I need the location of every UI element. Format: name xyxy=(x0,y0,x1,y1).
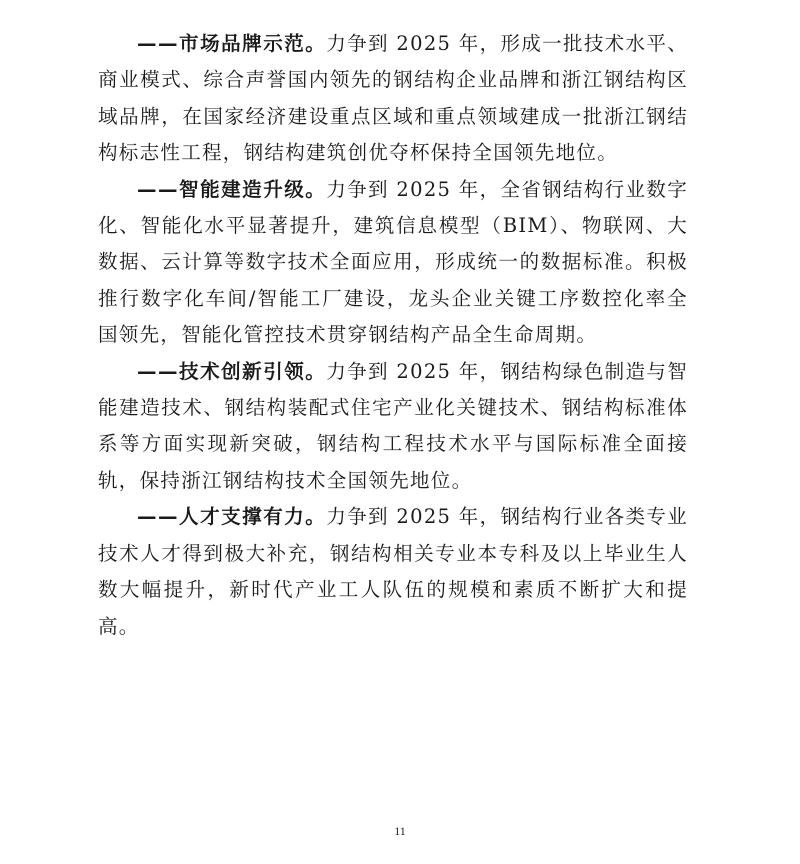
paragraph-tech-innovation xyxy=(98,354,688,500)
document-body xyxy=(98,26,688,645)
paragraph-text: 力争到 2025 年，形成一批技术水平、商业模式、综合声誉国内领先的钢结构企业品牌和浙江钢结构区域品牌，在国家经济建设重点区域和重点领域建成一批浙江钢结构标志性工程，钢结构建筑创优夺杯保持全国领先地位。 xyxy=(98,32,688,165)
paragraph-text: 力争到 2025 年，钢结构行业各类专业技术人才得到极大补充，钢结构相关专业本专科及以上毕业生人数大幅提升，新时代产业工人队伍的规模和素质不断扩大和提高。 xyxy=(98,505,688,638)
paragraph-lead: ——人才支撑有力。 xyxy=(137,505,327,529)
paragraph-text: 力争到 2025 年，全省钢结构行业数字化、智能化水平显著提升，建筑信息模型（BIM）、物联网、大数据、云计算等数字技术全面应用，形成统一的数据标准。积极推行数字化车间/智能工厂建设，龙头企业关键工序数控化率全国领先，智能化管控技术贯穿钢结构产品全生命周期。 xyxy=(98,177,688,347)
paragraph-lead: ——智能建造升级。 xyxy=(137,177,327,201)
paragraph-market-brand xyxy=(98,26,688,172)
page-number: 11 xyxy=(394,824,406,838)
paragraph-lead: ——市场品牌示范。 xyxy=(137,32,327,55)
paragraph-smart-construction xyxy=(98,172,688,354)
paragraph-talent-support xyxy=(98,499,688,645)
paragraph-lead: ——技术创新引领。 xyxy=(137,359,327,383)
paragraph-text: 力争到 2025 年，钢结构绿色制造与智能建造技术、钢结构装配式住宅产业化关键技术、钢结构标准体系等方面实现新突破，钢结构工程技术水平与国际标准全面接轨，保持浙江钢结构技术全国领先地位。 xyxy=(98,359,688,492)
